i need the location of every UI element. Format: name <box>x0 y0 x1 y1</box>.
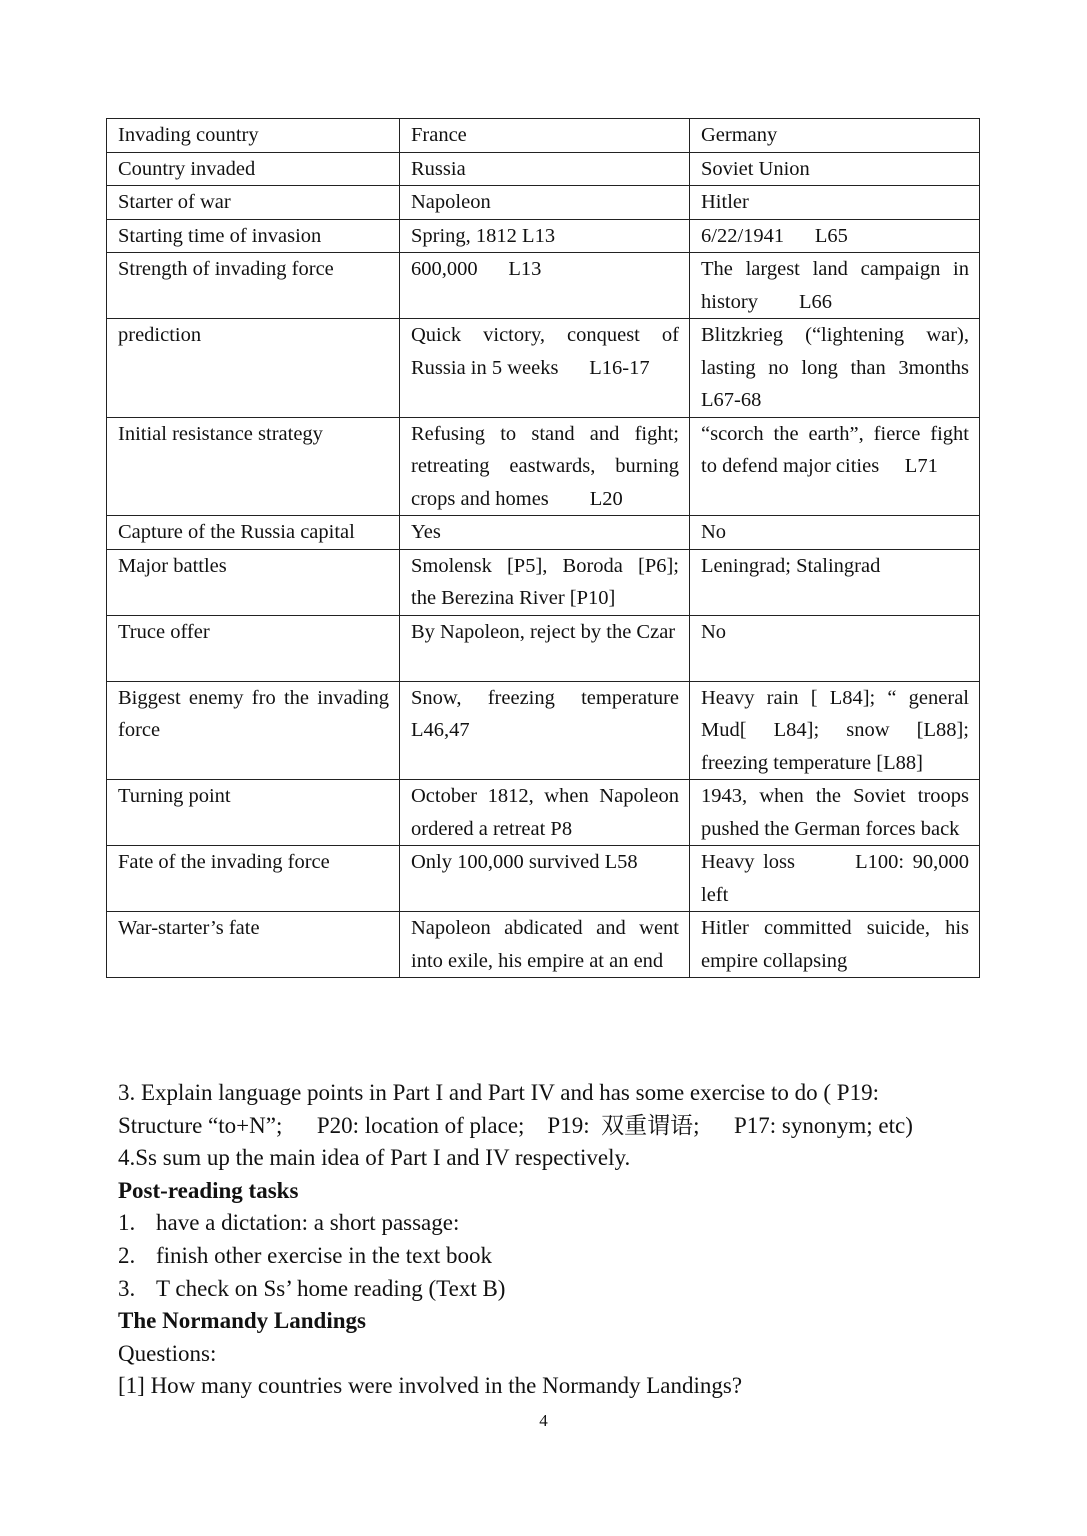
row-label: War-starter’s fate <box>107 912 400 978</box>
table-row <box>107 615 980 681</box>
germany-cell: 1943, when the Soviet troops pushed the German forces back <box>690 780 980 846</box>
table-row <box>107 681 980 780</box>
france-cell: Only 100,000 survived L58 <box>400 846 690 912</box>
step-3-line-2: Structure “to+N”; P20: location of place; P19: 双重谓语; P17: synonym; etc) <box>118 1112 913 1138</box>
france-cell: France <box>400 119 690 153</box>
row-label: Starter of war <box>107 186 400 220</box>
list-item <box>118 1240 998 1273</box>
row-label: Turning point <box>107 780 400 846</box>
germany-cell: Heavy rain [ L84]; “ general Mud[ L84]; snow [L88]; freezing temperature [L88] <box>690 681 980 780</box>
france-cell: October 1812, when Napoleon ordered a retreat P8 <box>400 780 690 846</box>
lesson-text <box>118 1077 998 1403</box>
table-row <box>107 912 980 978</box>
france-cell: Yes <box>400 516 690 550</box>
list-text: finish other exercise in the text book <box>156 1242 492 1268</box>
france-cell: Napoleon <box>400 186 690 220</box>
germany-cell: Heavy loss L100: 90,000 left <box>690 846 980 912</box>
germany-cell: No <box>690 516 980 550</box>
row-label: Starting time of invasion <box>107 219 400 253</box>
germany-cell: 6/22/1941 L65 <box>690 219 980 253</box>
table-row <box>107 219 980 253</box>
post-reading-list <box>118 1207 998 1305</box>
page-number: 4 <box>539 1411 548 1430</box>
france-cell: 600,000 L13 <box>400 253 690 319</box>
table-row <box>107 780 980 846</box>
post-reading-heading: Post-reading tasks <box>118 1177 299 1203</box>
list-number: 3. <box>118 1275 136 1301</box>
germany-cell: Soviet Union <box>690 152 980 186</box>
table-row <box>107 319 980 418</box>
row-label: Country invaded <box>107 152 400 186</box>
germany-cell: Blitzkrieg (“lightening war), lasting no long than 3months L67-68 <box>690 319 980 418</box>
questions-label: Questions: <box>118 1340 217 1366</box>
list-text: have a dictation: a short passage: <box>156 1210 460 1236</box>
row-label: Initial resistance strategy <box>107 417 400 516</box>
step-4: 4.Ss sum up the main idea of Part I and IV respectively. <box>118 1145 631 1171</box>
table-row <box>107 516 980 550</box>
table-row <box>107 119 980 153</box>
france-cell: By Napoleon, reject by the Czar <box>400 615 690 681</box>
row-label: Strength of invading force <box>107 253 400 319</box>
list-item <box>118 1273 998 1306</box>
france-cell: Smolensk [P5], Boroda [P6]; the Berezina River [P10] <box>400 549 690 615</box>
germany-cell: Leningrad; Stalingrad <box>690 549 980 615</box>
france-cell: Napoleon abdicated and went into exile, his empire at an end <box>400 912 690 978</box>
table-row <box>107 253 980 319</box>
france-cell: Snow, freezing temperature L46,47 <box>400 681 690 780</box>
list-text: T check on Ss’ home reading (Text B) <box>156 1275 506 1301</box>
table-row <box>107 549 980 615</box>
germany-cell: The largest land campaign in history L66 <box>690 253 980 319</box>
row-label: Fate of the invading force <box>107 846 400 912</box>
france-cell: Russia <box>400 152 690 186</box>
germany-cell: Hitler <box>690 186 980 220</box>
row-label: Major battles <box>107 549 400 615</box>
row-label: Biggest enemy fro the invading force <box>107 681 400 780</box>
list-number: 2. <box>118 1242 136 1268</box>
france-cell: Spring, 1812 L13 <box>400 219 690 253</box>
table-row <box>107 846 980 912</box>
table-row <box>107 152 980 186</box>
germany-cell: Hitler committed suicide, his empire collapsing <box>690 912 980 978</box>
question-1: [1] How many countries were involved in the Normandy Landings? <box>118 1373 743 1399</box>
germany-cell: No <box>690 615 980 681</box>
step-3-line-1: 3. Explain language points in Part I and Part IV and has some exercise to do ( P19: <box>118 1080 879 1105</box>
row-label: prediction <box>107 319 400 418</box>
france-cell: Quick victory, conquest of Russia in 5 weeks L16-17 <box>400 319 690 418</box>
list-number: 1. <box>118 1210 136 1236</box>
france-cell: Refusing to stand and fight; retreating eastwards, burning crops and homes L20 <box>400 417 690 516</box>
normandy-heading: The Normandy Landings <box>118 1308 366 1334</box>
germany-cell: “scorch the earth”, fierce fight to defend major cities L71 <box>690 417 980 516</box>
table-row <box>107 186 980 220</box>
comparison-table <box>106 118 980 978</box>
table-row <box>107 417 980 516</box>
row-label: Invading country <box>107 119 400 153</box>
germany-cell: Germany <box>690 119 980 153</box>
list-item <box>118 1207 998 1240</box>
row-label: Truce offer <box>107 615 400 681</box>
row-label: Capture of the Russia capital <box>107 516 400 550</box>
